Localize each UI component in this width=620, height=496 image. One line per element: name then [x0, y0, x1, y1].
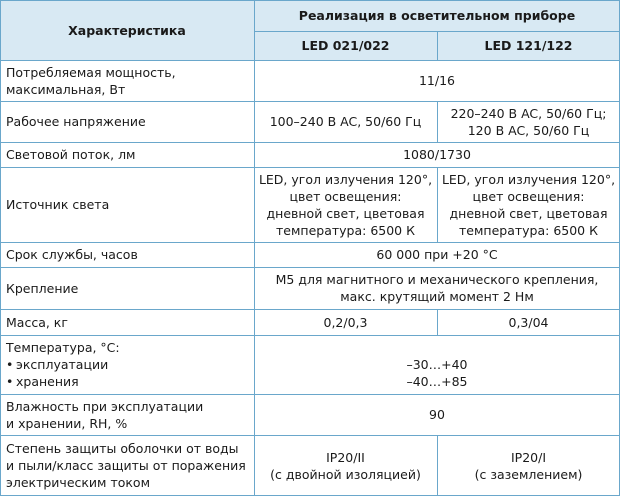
value-mount: [254, 267, 620, 309]
column-divider-models: [437, 101, 438, 142]
value-mass-b-text: 0,3/04: [508, 314, 549, 330]
column-divider-models: [437, 309, 438, 335]
value-humidity: [254, 394, 620, 435]
value-source-b-line-2: цвет освещения:: [472, 188, 585, 204]
value-humidity-text: 90: [429, 407, 445, 422]
value-protection-a-line-2: (с двойной изоляцией): [270, 466, 421, 482]
value-source-a: [254, 167, 437, 242]
label-life-text: Срок службы, часов: [6, 247, 138, 262]
value-source-b-line-1: LED, угол излучения 120°,: [441, 171, 616, 187]
header-model-a-text: LED 021/022: [301, 38, 390, 53]
value-mass-a: [254, 309, 437, 335]
value-source-b-line-3: дневной свет, цветовая: [449, 205, 608, 221]
border-top: [0, 0, 620, 1]
value-mass-b: [437, 309, 620, 335]
label-power-line-1: Потребляемая мощность,: [6, 64, 176, 80]
label-life: [0, 242, 254, 267]
label-power-line-2: максимальная, Вт: [6, 81, 126, 97]
bullet-icon: •: [6, 374, 14, 389]
value-life-text: 60 000 при +20 °С: [376, 247, 498, 262]
value-temperature: [254, 335, 620, 394]
row-divider: [0, 101, 620, 102]
label-mass-text: Масса, кг: [6, 314, 68, 330]
value-source-a-line-1: LED, угол излучения 120°,: [258, 171, 433, 187]
value-life: [254, 242, 620, 267]
bullet-icon: •: [6, 357, 14, 372]
value-mount-line-2: макс. крутящий момент 2 Нм: [340, 289, 534, 304]
label-humidity-line-2: и хранении, RH, %: [6, 415, 128, 431]
header-characteristic-text: Характеристика: [68, 22, 186, 38]
label-temperature-storage: [6, 373, 120, 390]
value-temperature-operation: –30…+40: [406, 356, 468, 372]
row-divider: [0, 242, 620, 243]
label-mount-text: Крепление: [6, 280, 79, 296]
column-divider-models: [437, 167, 438, 242]
label-voltage-text: Рабочее напряжение: [6, 114, 146, 129]
label-temperature: [0, 335, 254, 394]
row-divider: [0, 142, 620, 143]
value-protection-a: [254, 435, 437, 496]
label-power: [0, 60, 254, 101]
row-divider: [0, 394, 620, 395]
value-power: [254, 60, 620, 101]
header-model-b-text: LED 121/122: [484, 38, 573, 53]
label-voltage: [0, 101, 254, 142]
label-mount: [0, 267, 254, 309]
label-source-text: Источник света: [6, 197, 110, 212]
value-source-b-line-4: температура: 6500 К: [459, 222, 598, 238]
value-protection-a-line-1: IP20/II: [326, 449, 365, 465]
label-protection: [0, 435, 254, 496]
header-characteristic: [0, 0, 254, 60]
row-divider: [0, 267, 620, 268]
label-temperature-title: Температура, °С:: [6, 340, 120, 355]
label-source: [0, 167, 254, 242]
value-source-b: [437, 167, 620, 242]
value-voltage-b-line-1: 220–240 В AC, 50/60 Гц;: [450, 105, 607, 121]
label-humidity: [0, 394, 254, 435]
label-mass: [0, 309, 254, 335]
value-source-a-line-3: дневной свет, цветовая: [266, 205, 425, 221]
label-temperature-storage-text: хранения: [16, 374, 79, 389]
row-divider: [0, 60, 620, 61]
column-divider-models: [437, 31, 438, 60]
column-divider-models: [437, 435, 438, 496]
value-flux-text: 1080/1730: [403, 147, 471, 162]
column-divider-main: [254, 0, 255, 496]
row-divider: [0, 309, 620, 310]
value-voltage-a-text: 100–240 В AC, 50/60 Гц: [269, 114, 422, 129]
value-voltage-b-line-2: 120 В AC, 50/60 Гц: [467, 122, 590, 138]
value-power-text: 11/16: [418, 73, 456, 88]
label-protection-line-3: электрическим током: [6, 475, 151, 490]
value-mass-a-text: 0,2/0,3: [323, 314, 368, 330]
label-flux: [0, 142, 254, 167]
row-divider: [0, 435, 620, 436]
header-implementation-text: Реализация в осветительном приборе: [298, 8, 576, 23]
label-protection-line-1: Степень защиты оболочки от воды: [6, 441, 239, 456]
row-divider: [0, 335, 620, 336]
label-temperature-operation: [6, 356, 120, 373]
header-model-b: [437, 31, 620, 60]
value-protection-b: [437, 435, 620, 496]
value-voltage-b: [437, 101, 620, 142]
value-protection-b-line-2: (с заземлением): [474, 466, 583, 482]
label-flux-text: Световой поток, лм: [6, 147, 136, 162]
value-mount-line-1: M5 для магнитного и механического крепления,: [275, 272, 599, 287]
label-humidity-line-1: Влажность при эксплуатации: [6, 398, 204, 414]
value-source-a-line-4: температура: 6500 К: [276, 222, 415, 238]
label-protection-line-2: и пыли/класс защиты от поражения: [6, 458, 246, 473]
value-temperature-storage: –40…+85: [406, 373, 468, 389]
row-divider: [0, 167, 620, 168]
header-implementation: [254, 0, 620, 31]
value-flux: [254, 142, 620, 167]
header-model-a: [254, 31, 437, 60]
label-temperature-operation-text: эксплуатации: [16, 357, 109, 372]
value-source-a-line-2: цвет освещения:: [289, 188, 402, 204]
value-protection-b-line-1: IP20/I: [510, 449, 547, 465]
border-left: [0, 0, 1, 496]
value-voltage-a: [254, 101, 437, 142]
